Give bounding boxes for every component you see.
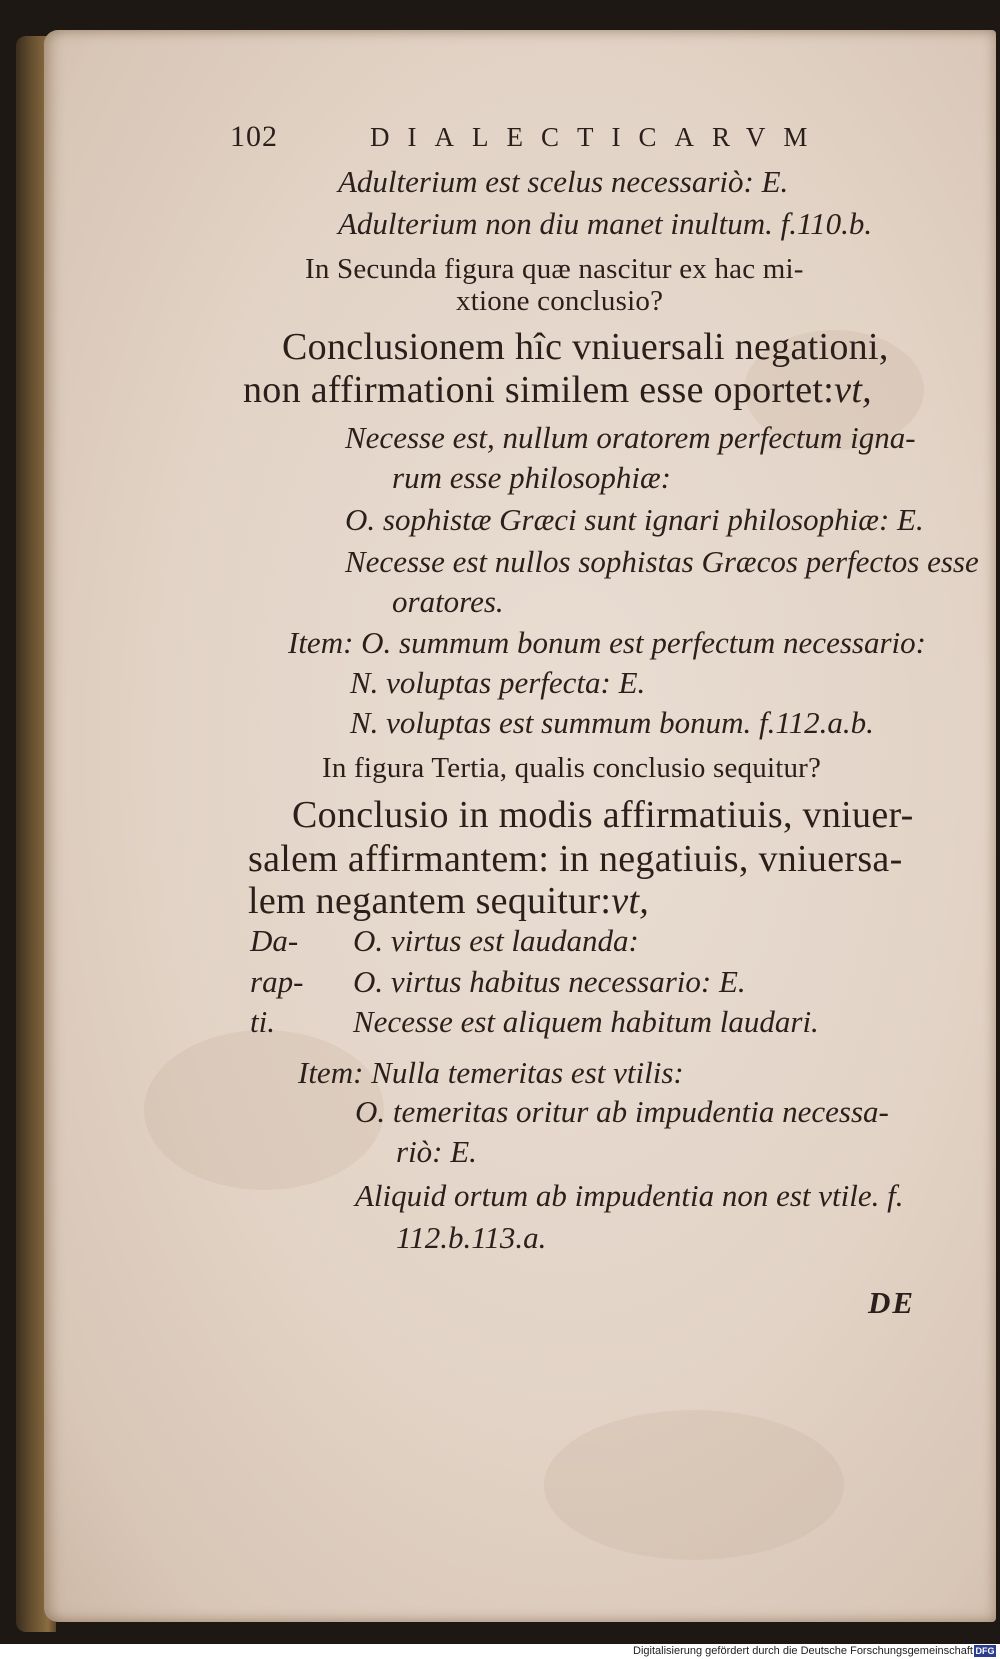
dfg-logo: DFG — [975, 1646, 995, 1656]
example-line: rum esse philosophiæ: — [392, 460, 671, 495]
example-line: O. virtus est laudanda: — [353, 923, 639, 958]
footer-credit: Digitalisierung gefördert durch die Deutsche Forschungsgemeinschaft — [633, 1645, 973, 1657]
answer-line: salem affirmantem: in negatiuis, vniuersa- — [248, 838, 903, 880]
vt-marker: vt, — [611, 880, 650, 922]
question-line: In figura Tertia, qualis conclusio sequitur? — [322, 752, 822, 784]
example-line: O. virtus habitus necessario: E. — [353, 964, 746, 999]
example-line: Necesse est nullos sophistas Græcos perfectos esse — [345, 544, 979, 579]
example-line: O. temeritas oritur ab impudentia necessa- — [355, 1094, 889, 1129]
answer-text: lem negantem sequitur: — [248, 880, 612, 922]
answer-line — [243, 371, 872, 409]
example-line: Aliquid ortum ab impudentia non est vtile. f. — [355, 1178, 904, 1213]
example-line: riò: E. — [396, 1134, 477, 1169]
example-line: Item: O. summum bonum est perfectum necessario: — [288, 625, 926, 660]
catchword: DE — [868, 1285, 916, 1320]
margin-mnemonic: ti. — [250, 1004, 275, 1039]
answer-line: Conclusionem hîc vniuersali negationi, — [282, 326, 889, 368]
question-line: In Secunda figura quæ nascitur ex hac mi- — [305, 253, 804, 285]
example-line: Necesse est aliquem habitum laudari. — [353, 1004, 819, 1039]
text-line: Adulterium est scelus necessariò: E. — [338, 164, 789, 199]
example-line: oratores. — [392, 584, 504, 619]
example-line: N. voluptas perfecta: E. — [350, 665, 646, 700]
question-line: xtione conclusio? — [456, 285, 664, 317]
margin-mnemonic: rap- — [250, 964, 304, 999]
paper-stain — [544, 1410, 844, 1560]
example-line: O. sophistæ Græci sunt ignari philosophiæ: E. — [345, 502, 924, 537]
margin-mnemonic: Da- — [250, 923, 299, 958]
example-line: 112.b.113.a. — [396, 1220, 547, 1255]
answer-text: non affirmationi similem esse oportet: — [243, 369, 835, 411]
example-line: N. voluptas est summum bonum. f.112.a.b. — [350, 705, 874, 740]
running-title: DIALECTICARVM — [370, 122, 826, 152]
answer-line: Conclusio in modis affirmatiuis, vniuer- — [292, 794, 914, 836]
page-number: 102 — [230, 120, 278, 153]
vt-marker: vt, — [834, 369, 872, 411]
answer-line — [248, 882, 649, 920]
paper-stain — [144, 1030, 384, 1190]
example-line: Item: Nulla temeritas est vtilis: — [298, 1055, 684, 1090]
text-line: Adulterium non diu manet inultum. f.110.b. — [338, 206, 873, 241]
example-line: Necesse est, nullum oratorem perfectum igna- — [345, 420, 916, 455]
